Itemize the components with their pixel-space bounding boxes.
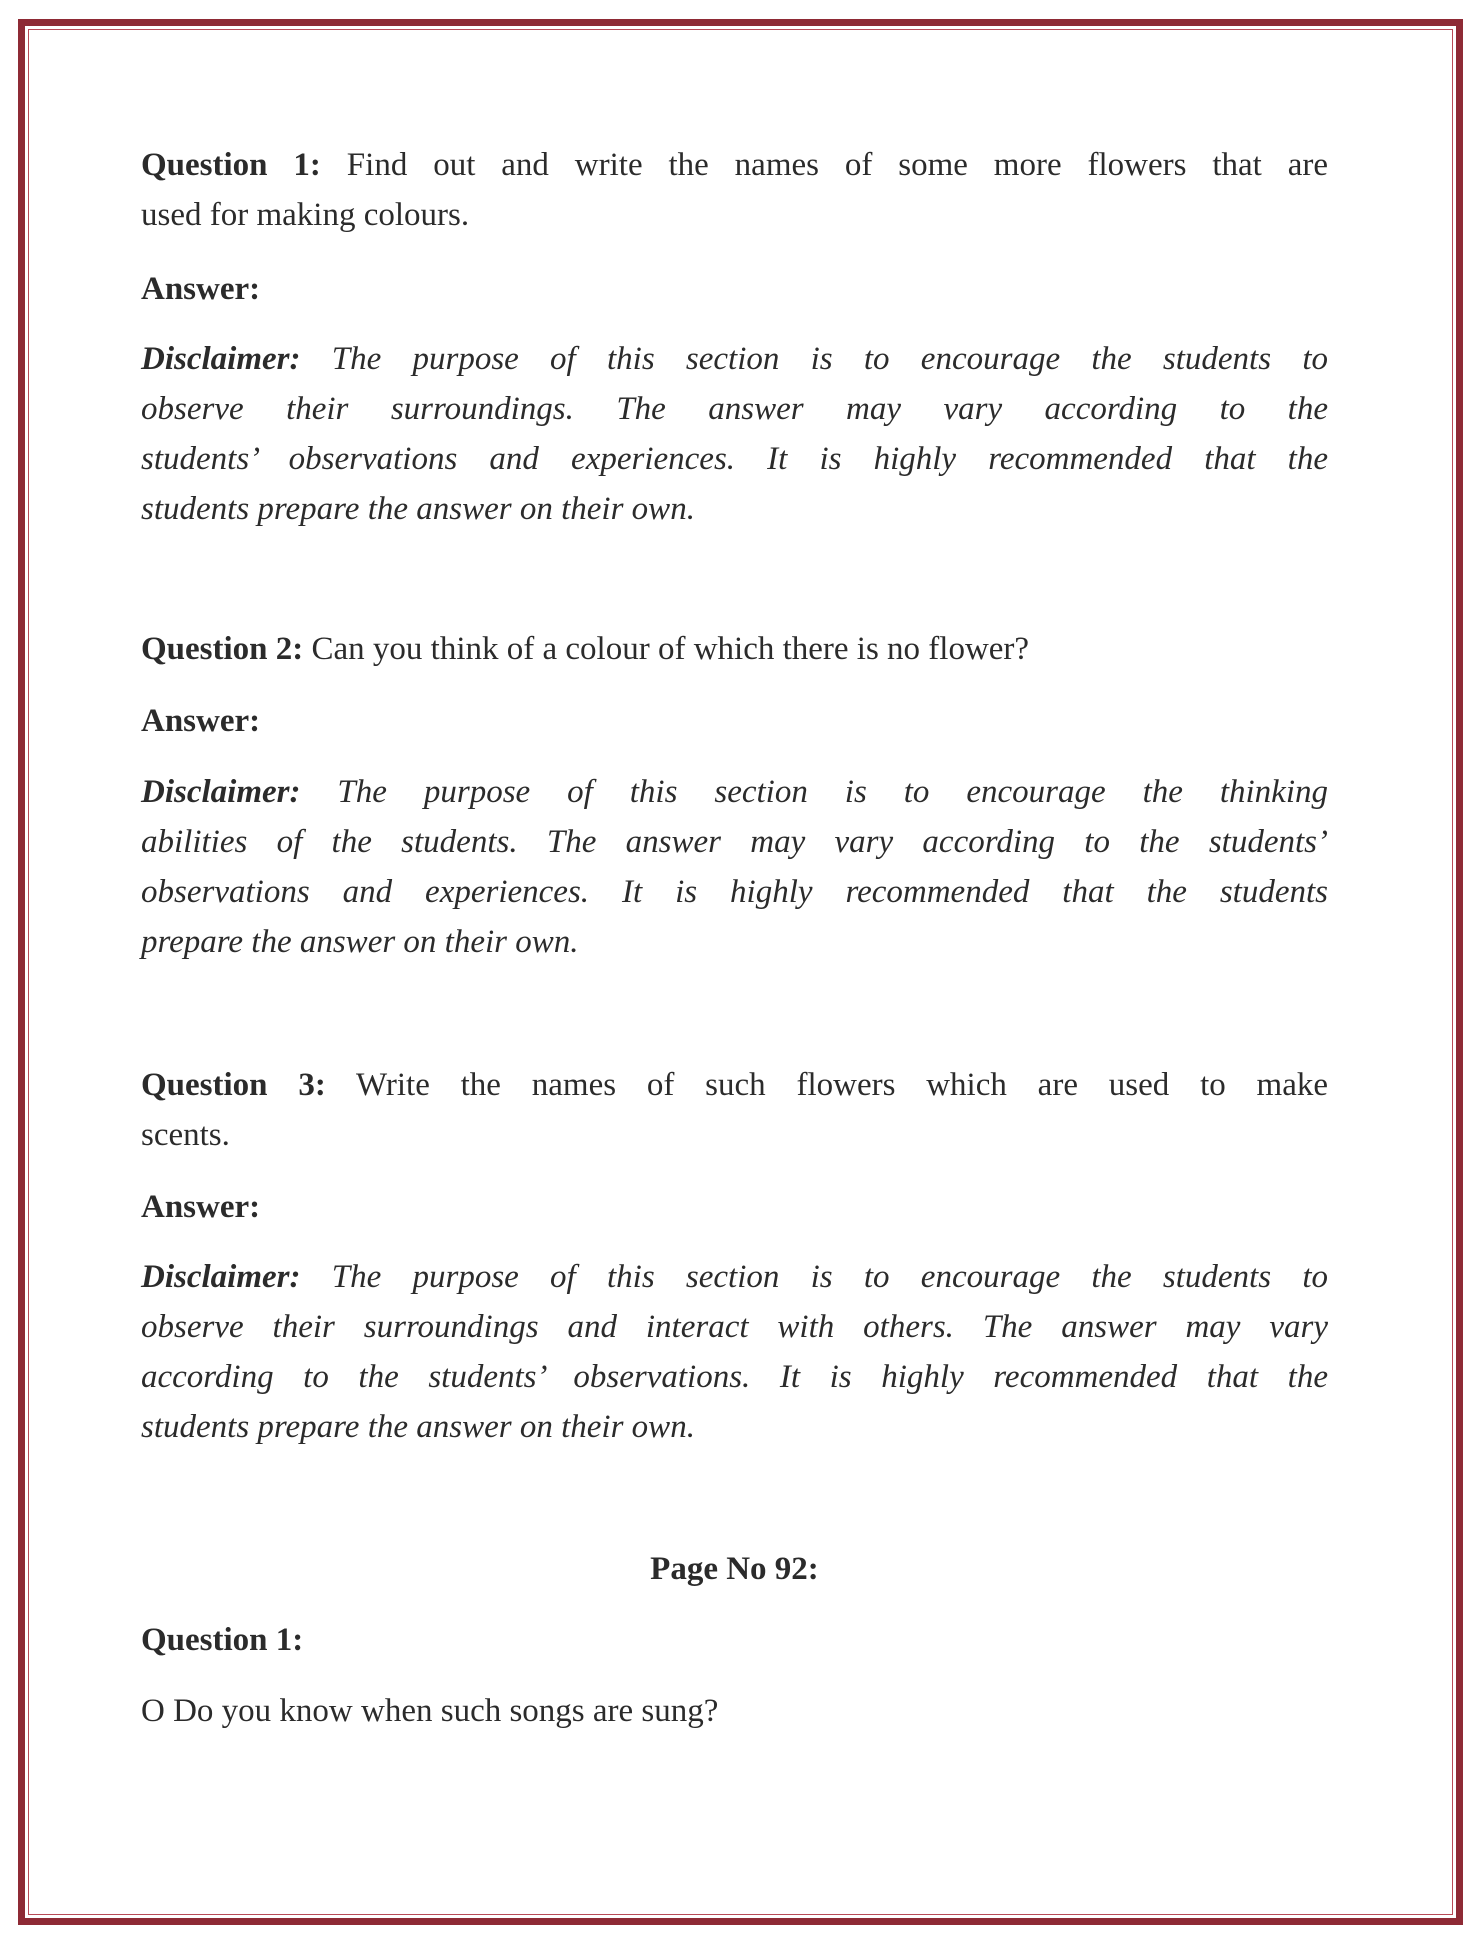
- disclaimer-3: [141, 1252, 1328, 1452]
- question-label: Question 1:: [141, 147, 321, 183]
- disclaimer-text: according to the students’ observations. It is highly recommended that the: [141, 1359, 1328, 1395]
- question-text: O Do you know when such songs are sung?: [141, 1693, 719, 1729]
- disclaimer-text: observations and experiences. It is highly recommended that the students: [141, 874, 1328, 910]
- question-text: Write the names of such flowers which are used to make: [325, 1067, 1328, 1103]
- answer-label: Answer:: [141, 271, 261, 307]
- disclaimer-1: [141, 334, 1328, 534]
- disclaimer-2: [141, 767, 1328, 967]
- question-text: used for making colours.: [141, 197, 470, 233]
- disclaimer-text: observe their surroundings and interact with others. The answer may vary: [141, 1309, 1328, 1345]
- disclaimer-text: The purpose of this section is to encourage the students to: [300, 1259, 1328, 1295]
- disclaimer-text: observe their surroundings. The answer may vary according to the: [141, 391, 1328, 427]
- disclaimer-text: prepare the answer on their own.: [141, 924, 579, 960]
- disclaimer-text: abilities of the students. The answer may vary according to the students’: [141, 824, 1328, 860]
- answer-label-2: [141, 696, 1328, 746]
- disclaimer-label: Disclaimer:: [141, 1259, 301, 1295]
- question-text: Can you think of a colour of which there is no flower?: [303, 631, 1030, 667]
- question-2: [141, 624, 1328, 674]
- page-heading-text: Page No 92:: [650, 1551, 819, 1587]
- disclaimer-text: students prepare the answer on their own.: [141, 1409, 695, 1445]
- question-label: Question 1:: [141, 1622, 304, 1658]
- disclaimer-text: The purpose of this section is to encourage the students to: [300, 341, 1328, 377]
- disclaimer-text: students prepare the answer on their own.: [141, 491, 695, 527]
- final-question-label: [141, 1615, 1328, 1665]
- disclaimer-label: Disclaimer:: [141, 341, 301, 377]
- final-question-text: [141, 1686, 1328, 1736]
- page-heading: [141, 1544, 1328, 1594]
- question-1: [141, 140, 1328, 240]
- disclaimer-label: Disclaimer:: [141, 774, 301, 810]
- answer-label: Answer:: [141, 1189, 261, 1225]
- question-label: Question 2:: [141, 631, 304, 667]
- answer-label-1: [141, 264, 1328, 314]
- question-text: scents.: [141, 1117, 230, 1153]
- question-label: Question 3:: [141, 1067, 326, 1103]
- question-3: [141, 1060, 1328, 1160]
- disclaimer-text: The purpose of this section is to encourage the thinking: [300, 774, 1328, 810]
- disclaimer-text: students’ observations and experiences. It is highly recommended that the: [141, 441, 1328, 477]
- answer-label: Answer:: [141, 703, 261, 739]
- answer-label-3: [141, 1182, 1328, 1232]
- question-text: Find out and write the names of some more flowers that are: [320, 147, 1328, 183]
